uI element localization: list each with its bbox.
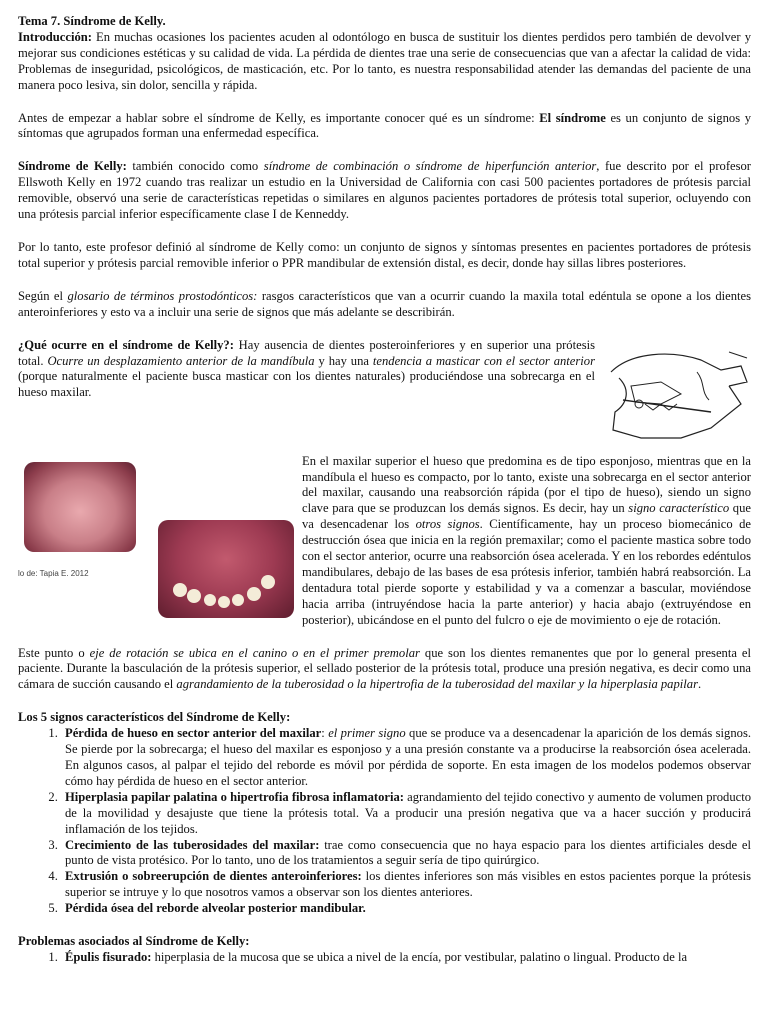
figure-credit: lo de: Tapia E. 2012 xyxy=(18,568,89,578)
page-title: Tema 7. Síndrome de Kelly. xyxy=(18,14,166,28)
signs-list xyxy=(18,726,751,917)
glossary-italic: glosario de términos prostodónticos: xyxy=(67,288,258,303)
what-t3: (porque naturalmente el paciente busca masticar con los dientes naturales) produciéndose una sobrecarga en el hueso maxilar. xyxy=(18,369,595,400)
glossary-pre: Según el xyxy=(18,288,68,303)
what-t1: Hay ausencia de dientes posteroinferiores y en superior una prótesis total. xyxy=(18,337,595,368)
document-page xyxy=(18,14,751,983)
skull-diagram-figure xyxy=(601,342,751,450)
problem-label: Épulis fisurado: xyxy=(65,949,152,964)
what-section xyxy=(18,338,751,402)
list-item xyxy=(61,838,751,870)
what-i2: tendencia a masticar con el sector anterior xyxy=(372,353,595,368)
kelly-paragraph xyxy=(18,159,751,223)
maxilla-photo xyxy=(24,462,136,552)
pivot-i1: eje de rotación se ubica en el canino o en el primer premolar xyxy=(89,645,420,660)
sign-label: Crecimiento de las tuberosidades del maxilar: xyxy=(65,837,320,852)
maxilar-t2: que va desencadenar los xyxy=(302,501,751,532)
syndrome-def-label: El síndrome xyxy=(539,110,606,125)
kelly-pre: también conocido como xyxy=(126,159,264,174)
syndrome-def-post: es un conjunto de signos y síntomas que agrupados forman una enfermedad específica. xyxy=(18,110,751,141)
sign-label: Hiperplasia papilar palatina o hipertrofia fibrosa inflamatoria: xyxy=(65,789,404,804)
glossary-paragraph xyxy=(18,289,751,321)
definition-paragraph: Por lo tanto, este profesor definió al síndrome de Kelly como: un conjunto de signos y síntomas presentes en pacientes portadores de prótesis total superior y prótesis parcial removible inferior o PPR mandibular de extensión distal, es decir, donde hay sillas libres posteriores. xyxy=(18,239,751,270)
pivot-t2: que son los dientes remanentes que por lo general presenta el paciente. Durante la basculación de la prótesis superior, el sellado posterior de la prótesis total, produce una presión negativa, es decir como una cámara de succión causando el xyxy=(18,645,751,692)
intro-label: Introducción: xyxy=(18,29,92,44)
kelly-post: , fue descrito por el profesor Ellswoth Kelly en 1972 cuando tras realizar un estudio en la Universidad de California con casi 500 pacientes portadores de prótesis parcial removible, observó una serie de características repetidas o similares en algunos pacientes portadores de prótesis total superior, ocluyendo con una prótesis parcial inferior específicamente clase I de Kenneddy. xyxy=(18,159,752,222)
pivot-paragraph xyxy=(18,646,751,694)
sign-text: los dientes inferiores son más visibles en estos pacientes porque la prótesis superior se intruye y lo que nosotros vamos a observar son los dientes anteriores. xyxy=(65,869,751,900)
kelly-italic: síndrome de combinación o síndrome de hiperfunción anterior xyxy=(263,159,597,174)
sign-text: que se produce va a desencadenar la aparición de los demás signos. Se pierde por la sobrecarga; el hueso del maxilar es esponjoso y a una presión constante va a producirse la reabsorción ósea acelerada. En algunos casos, al palpar el tejido del reborde es móvil por pérdida de soporte. En esta imagen de los modelos podemos observar cómo hay pérdida de hueso en el sector anterior. xyxy=(65,726,751,788)
maxilar-i2: otros signos xyxy=(415,517,480,532)
glossary-post: rasgos característicos que van a ocurrir cuando la maxila total edéntula se opone a los dientes anteroinferiores y esto va a incluir una serie de signos que más adelante se describirán. xyxy=(18,288,752,319)
maxilar-i1: signo característico xyxy=(628,501,730,516)
syndrome-def-pre: Antes de empezar a hablar sobre el síndrome de Kelly, es importante conocer qué es un síndrome: xyxy=(18,110,540,125)
sign-label: Extrusión o sobreerupción de dientes anteroinferiores: xyxy=(65,869,362,884)
pivot-t3: . xyxy=(697,677,702,692)
what-t2: y hay una xyxy=(314,353,373,368)
list-item xyxy=(61,901,751,917)
problems-list xyxy=(18,950,751,966)
maxilar-t3: . Científicamente, hay un proceso biomecánico de destrucción ósea que inicia en la región premaxilar; como el paciente mastica sobre todo con el sector anterior, ocurre una reabsorción ósea acelerada. Y en los rebordes edéntulos mandibulares, debajo de las bases de esa prótesis inferior, también habrá reabsorción. La dentadura total pierde soporte y estabilidad y va a comenzar a bascular, moviéndose hacia arriba (intruyéndose hacia la parte anterior) y hacia abajo (extruyéndose en posterior), ubicándose en el punto del fulcro o eje de movimiento o eje de rotación. xyxy=(302,517,751,627)
teeth-illustration xyxy=(158,520,294,618)
list-item xyxy=(61,950,751,966)
pivot-t1: Este punto o xyxy=(18,645,90,660)
intro-text: En muchas ocasiones los pacientes acuden al odontólogo en busca de sustituir los dientes perdidos pero también de devolver y mejorar sus condiciones estéticas y su calidad de vida. La pérdida de dientes trae una serie de consecuencias que van a afectar la calidad de vida: Problemas de inseguridad, psicológicos, de masticación, etc. Por lo tanto, es nuestra responsabilidad atender las demandas del paciente de una manera poco lesiva, sin dolor, sencilla y rápida. xyxy=(18,29,751,92)
syndrome-definition-paragraph xyxy=(18,111,751,143)
mandible-photo xyxy=(158,520,294,618)
sign-text: trae como consecuencia que no haya espacio para los dientes artificiales desde el punto de vista protésico. Por lo tanto, uno de los tratamientos a seguir sería de tipo quirúrgico. xyxy=(65,837,751,868)
maxilar-section xyxy=(18,454,751,629)
what-i1: Ocurre un desplazamiento anterior de la mandíbula xyxy=(47,353,315,368)
list-item xyxy=(61,726,751,790)
pivot-i2: agrandamiento de la tuberosidad o la hipertrofia de la tuberosidad del maxilar y la hiperplasia papilar xyxy=(176,677,698,692)
problem-text: hiperplasia de la mucosa que se ubica a nivel de la encía, por vestibular, palatino o lingual. Producto de la xyxy=(151,949,688,964)
list-item xyxy=(61,869,751,901)
maxilar-t1: En el maxilar superior el hueso que predomina es de tipo esponjoso, mientras que en la mandíbula el hueso es compacto, por lo tanto, existe una sobrecarga en el sector anterior del maxilar, causando una reabsorción rápida (por el tipo de hueso), siendo un signo clave para que se produzcan los demás signos. Es decir, hay un xyxy=(302,453,751,516)
kelly-label: Síndrome de Kelly: xyxy=(18,159,127,174)
problems-title: Problemas asociados al Síndrome de Kelly: xyxy=(18,934,250,949)
oral-photos-figure xyxy=(18,456,294,620)
sign-italic: el primer signo xyxy=(328,726,406,741)
signs-title: Los 5 signos característicos del Síndrome de Kelly: xyxy=(18,710,291,725)
intro-paragraph xyxy=(18,30,751,94)
sign-text: agrandamiento del tejido conectivo y aumento de volumen producto de la movilidad y desajuste que tiene la prótesis total. Va a producir una presión negativa que va a hacer succión y producirá inflamación de los tejidos. xyxy=(65,789,752,836)
what-label: ¿Qué ocurre en el síndrome de Kelly?: xyxy=(18,337,234,352)
sign-sep: : xyxy=(321,726,329,741)
sign-label: Pérdida de hueso en sector anterior del maxilar xyxy=(65,726,322,741)
list-item xyxy=(61,790,751,838)
sign-label: Pérdida ósea del reborde alveolar posterior mandibular. xyxy=(65,901,366,916)
